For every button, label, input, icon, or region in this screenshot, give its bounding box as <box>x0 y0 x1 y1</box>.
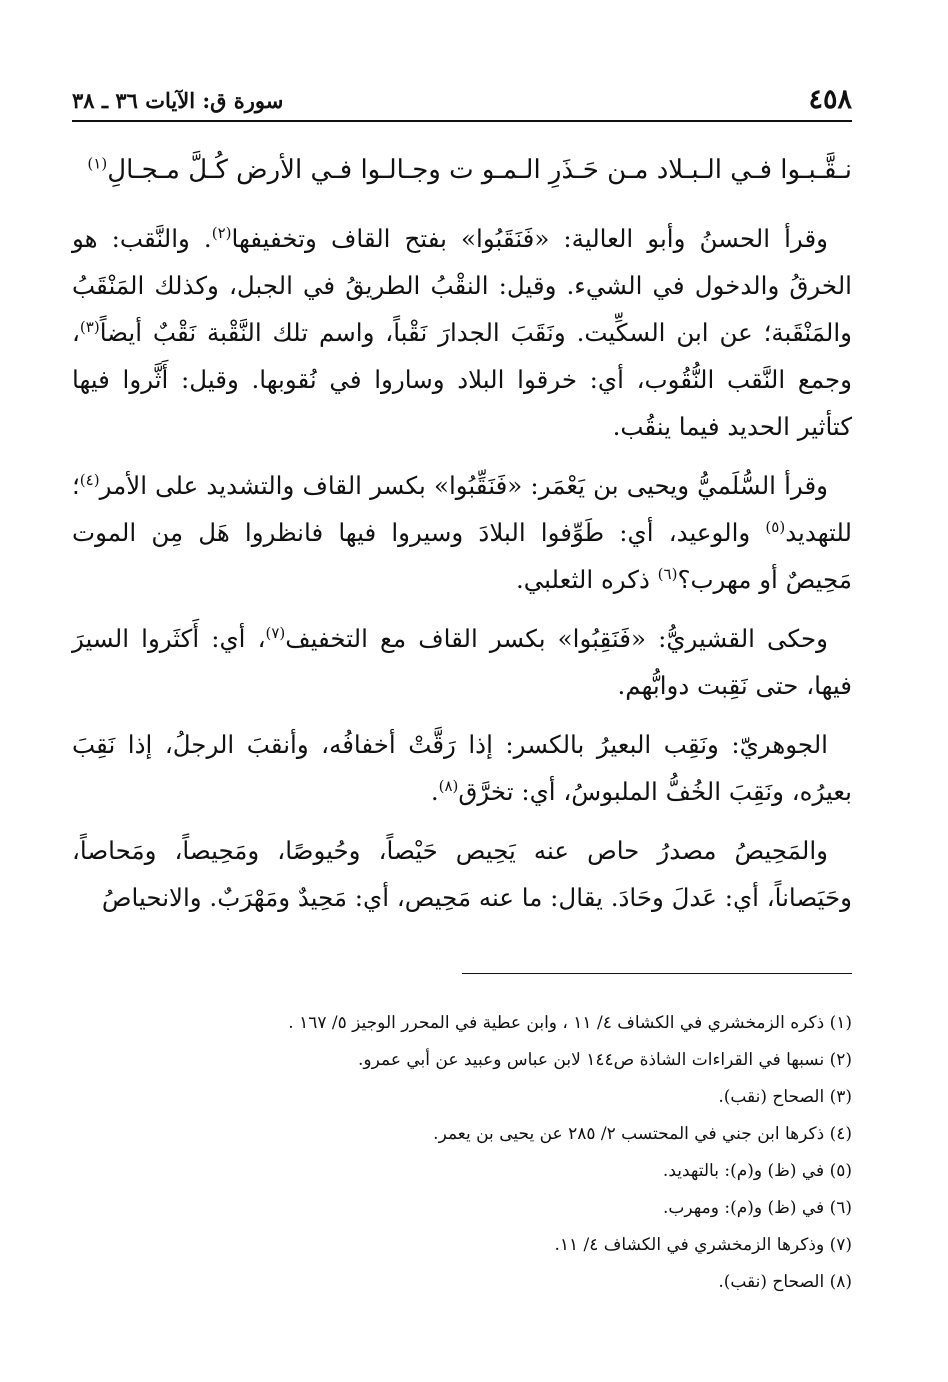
paragraph-text: . والنَّقب: هو الخرقُ والدخول في الشيء. وقيل: النقْبُ الطريقُ في الجبل، وكذلك المَنْقَبُ والمَنْقَبة؛ عن ابن السكِّيت. ونَقَبَ الجدارَ نَقْباً، واسم تلك النَّقْبة نَقْبٌ أيضاً <box>72 224 852 347</box>
page-number: ٤٥٨ <box>808 84 852 115</box>
footnote-marker: (٨) <box>438 776 459 795</box>
footnote: (٣) الصحاح (نقب). <box>718 1087 852 1107</box>
paragraph-text: ذكره الثعلبي. <box>515 565 658 594</box>
footnote: (١) ذكره الزمخشري في الكشاف ٤/ ١١ ، وابن عطية في المحرر الوجيز ٥/ ١٦٧ . <box>288 1013 852 1033</box>
paragraph-text: والمَحِيصُ مصدرُ حاص عنه يَحِيص حَيْصاً، وحُيوصًا، ومَحِيصاً، ومَحاصاً، وحَيَصاناً، أي: عَدلَ وحَادَ. يقال: ما عنه مَحِيص، أي: مَحِيدٌ ومَهْرَبٌ. والانحياصُ <box>72 836 852 912</box>
verse-footnote-marker: (١) <box>87 154 108 173</box>
paragraph-text: وحكى القشيريُّ: «فَنَقِبُوا» بكسر القاف مع التخفيف <box>285 624 828 653</box>
poetry-verse <box>72 150 852 190</box>
paragraph <box>72 215 852 450</box>
paragraph-text: ، أي: أَكثَروا السيرَ فيها، حتى نَقِبت دوابُّهم. <box>72 624 852 700</box>
footnote-marker: (٧) <box>265 623 286 642</box>
footnote-marker: (٣) <box>79 317 100 336</box>
footnote-marker: (٦) <box>657 564 678 583</box>
page-header <box>72 80 852 122</box>
footnote: (٥) في (ظ) و(م): بالتهديد. <box>662 1161 852 1181</box>
footnote: (٢) نسبها في القراءات الشاذة ص١٤٤ لابن عباس وعبيد عن أبي عمرو. <box>358 1050 852 1070</box>
footnote: (٤) ذكرها ابن جني في المحتسب ٢/ ٢٨٥ عن يحيى بن يعمر. <box>433 1124 852 1144</box>
footnote: (٨) الصحاح (نقب). <box>718 1272 852 1292</box>
footnote-marker: (٥) <box>765 517 786 536</box>
paragraph <box>72 827 852 921</box>
paragraph-text: وقرأ الحسنُ وأبو العالية: «فَنَقَبُوا» بفتح القاف وتخفيفها <box>231 224 828 253</box>
paragraph <box>72 615 852 709</box>
paragraph <box>72 721 852 815</box>
footnote: (٦) في (ظ) و(م): ومهرب. <box>663 1198 852 1218</box>
footnote-marker: (٢) <box>211 223 232 242</box>
paragraph-text: ، وجمع النَّقب النُّقُوب، أي: خرقوا البلاد وساروا في نُقوبها. وقيل: أَثَّروا فيها كتأثير الحديد فيما ينقُب. <box>72 318 852 441</box>
body-text <box>72 215 852 933</box>
paragraph-text: وقرأ السُّلَميُّ ويحيى بن يَعْمَر: «فَنَقِّبُوا» بكسر القاف والتشديد على الأمر <box>99 471 828 500</box>
running-title: سورة ق: الآيات ٣٦ ـ ٣٨ <box>72 88 284 113</box>
paragraph-text: والوعيد، أي: طَوِّفوا البلادَ وسيروا فيها فانظروا هَل مِن الموت مَحِيصٌ أو مهرب؟ <box>72 518 852 594</box>
footnote-separator <box>462 973 852 974</box>
paragraph-text: الجوهريّ: ونَقِب البعيرُ بالكسر: إذا رَقَّتْ أخفافُه، وأنقبَ الرجلُ، إذا نَقِبَ بعيرُه، ونَقِبَ الخُفُّ الملبوسُ، أي: تخرَّق <box>72 730 852 806</box>
paragraph <box>72 462 852 603</box>
paragraph-text: . <box>430 777 439 806</box>
verse-text: نـقَّـبـوا فـي الـبـلاد مـن حَـذَرِ الـمـو ت وجـالـوا فـي الأرض كُـلَّ مـجـالِ <box>107 155 852 185</box>
footnotes-list <box>72 1005 852 1301</box>
footnote-marker: (٤) <box>79 470 100 489</box>
footnote: (٧) وذكرها الزمخشري في الكشاف ٤/ ١١. <box>554 1235 852 1255</box>
paragraph-text: ؛ للتهديد <box>72 471 852 547</box>
